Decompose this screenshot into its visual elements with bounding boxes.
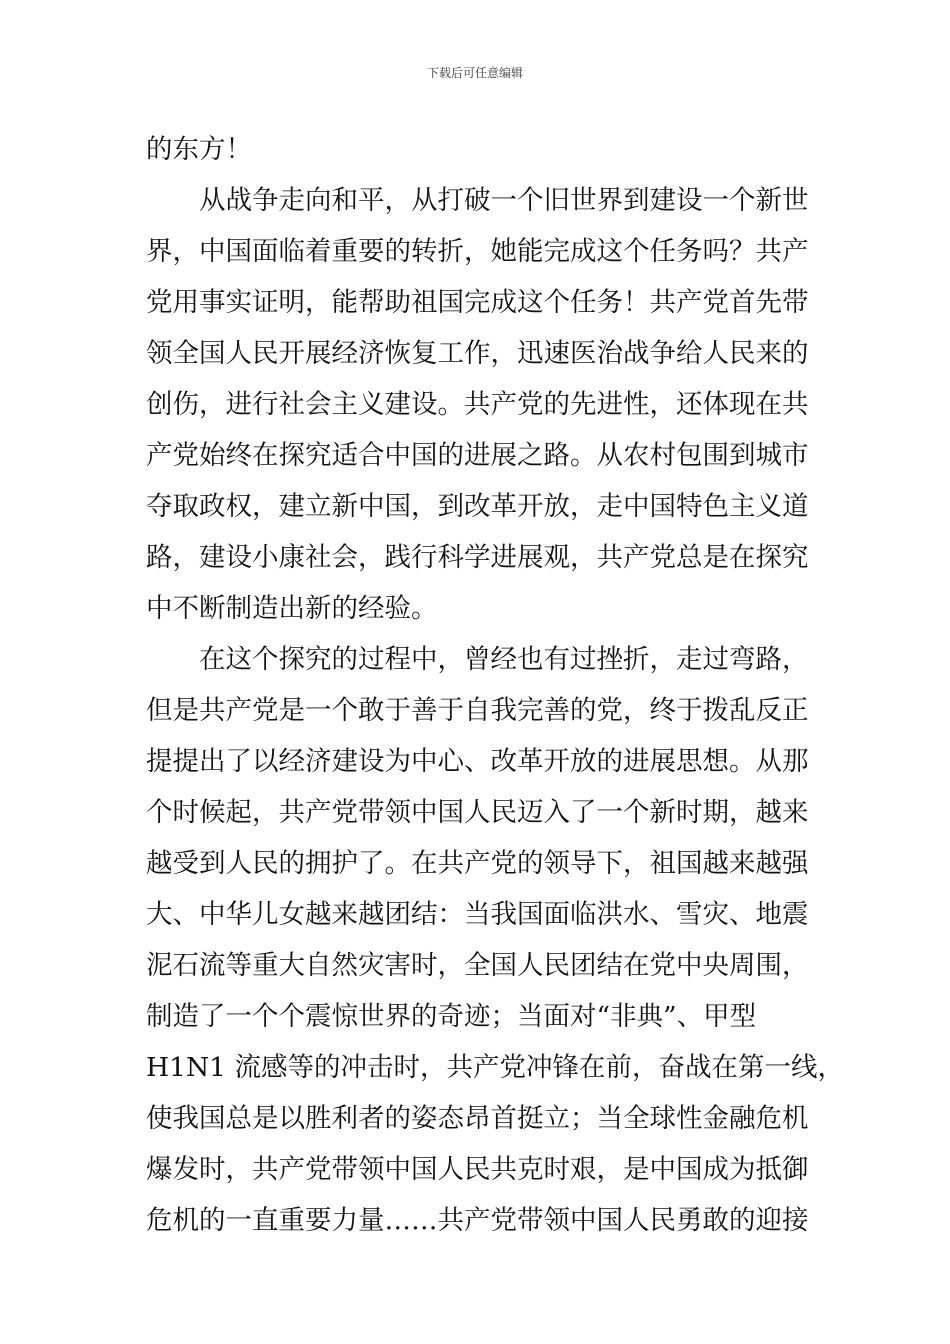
text-line: 使我国总是以胜利者的姿态昂首挺立；当全球性金融危机: [146, 1103, 809, 1134]
text-line: 产党始终在探究适合中国的进展之路。从农村包围到城市: [146, 440, 809, 471]
text-line: 路，建设小康社会，践行科学进展观，共产党总是在探究: [146, 542, 809, 573]
text-line: 创伤，进行社会主义建设。共产党的先进性，还体现在共: [146, 389, 809, 420]
text-line: 制造了一个个震惊世界的奇迹；当面对“非典”、甲型: [146, 1001, 757, 1032]
text-line: H1N1 流感等的冲击时，共产党冲锋在前，奋战在第一线，: [146, 1052, 844, 1083]
text-line: 领全国人民开展经济恢复工作，迅速医治战争给人民来的: [146, 338, 809, 369]
text-line: 的东方！: [146, 134, 252, 165]
text-line: 界，中国面临着重要的转折，她能完成这个任务吗？共产: [146, 236, 809, 267]
text-line: 提提出了以经济建设为中心、改革开放的进展思想。从那: [146, 746, 809, 777]
text-line: 夺取政权，建立新中国，到改革开放，走中国特色主义道: [146, 491, 809, 522]
text-line: 中不断制造出新的经验。: [146, 593, 438, 624]
document-body: [146, 128, 844, 1250]
text-line: 危机的一直重要力量……共产党带领中国人民勇敢的迎接: [146, 1205, 809, 1236]
text-line: 泥石流等重大自然灾害时，全国人民团结在党中央周围，: [146, 950, 809, 981]
text-line: 爆发时，共产党带领中国人民共克时艰，是中国成为抵御: [146, 1154, 809, 1185]
text-line: 但是共产党是一个敢于善于自我完善的党，终于拨乱反正: [146, 695, 809, 726]
text-line: 个时候起，共产党带领中国人民迈入了一个新时期，越来: [146, 797, 809, 828]
page-header: 下载后可任意编辑: [426, 66, 523, 80]
paragraph-start-line: 从战争走向和平，从打破一个旧世界到建设一个新世: [199, 185, 809, 216]
text-line: 越受到人民的拥护了。在共产党的领导下，祖国越来越强: [146, 848, 809, 879]
paragraph-start-line: 在这个探究的过程中，曾经也有过挫折，走过弯路，: [199, 644, 809, 675]
text-line: 党用事实证明，能帮助祖国完成这个任务！共产党首先带: [146, 287, 809, 318]
text-line: 大、中华儿女越来越团结：当我国面临洪水、雪灾、地震: [146, 899, 809, 930]
